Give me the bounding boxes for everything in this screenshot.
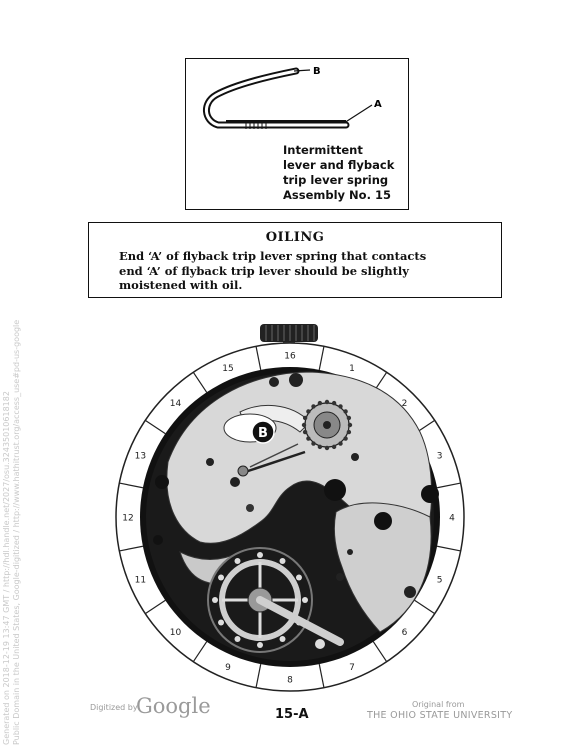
original-from: Original from (412, 700, 465, 709)
dial-number: 12 (122, 513, 134, 524)
digitized-by: Digitized by (90, 703, 138, 712)
oiling-title: OILING (265, 230, 325, 245)
gear-tooth (303, 416, 307, 420)
gear-tooth (318, 445, 322, 449)
balance-screw (280, 558, 286, 564)
gear-tooth (306, 436, 310, 440)
page-number: 15-A (275, 707, 309, 722)
gear-tooth (338, 404, 342, 408)
callout-b-label: B (258, 426, 268, 441)
side-note-line: Generated on 2018-12-19 13:47 GMT / http://hdl.handle.net/2027/osu.32435010618182 (2, 391, 11, 745)
balance-screw (218, 575, 224, 581)
gear-tooth (325, 400, 329, 404)
dial-number: 4 (449, 513, 455, 524)
side-note (2, 320, 22, 745)
dial-number: 15 (222, 363, 234, 374)
dial-number: 6 (401, 628, 408, 639)
spring-figure-box (185, 58, 409, 210)
dial-number: 7 (349, 663, 355, 674)
balance-screw (280, 636, 286, 642)
oiling-line: moistened with oil. (119, 278, 243, 292)
balance-screw (212, 597, 218, 603)
dial-number: 8 (287, 675, 293, 686)
crown-icon (260, 324, 318, 342)
gear-tooth (347, 416, 351, 420)
dial-number: 13 (134, 451, 147, 462)
dial-number: 10 (169, 628, 182, 639)
dial-number: 11 (134, 575, 147, 586)
balance-screw (302, 597, 308, 603)
dial-number: 5 (436, 575, 443, 586)
label-b: B (313, 66, 321, 77)
gear-tooth (303, 430, 307, 434)
balance-screw (257, 552, 263, 558)
oiling-instructions (119, 249, 489, 293)
gear-tooth (332, 401, 336, 405)
gear-tooth (347, 430, 351, 434)
gear-tooth (311, 404, 315, 408)
caption-line: Assembly No. 15 (283, 188, 391, 202)
dial-number: 14 (169, 398, 182, 409)
gear-tooth (343, 436, 347, 440)
side-note-line: Public Domain in the United States, Google-digitized / http://www.hathitrust.org/access_use#pd-us-google (12, 319, 21, 745)
balance-screw (257, 642, 263, 648)
caption-line: trip lever spring (283, 173, 389, 187)
balance-screw (235, 558, 241, 564)
balance-screw (235, 636, 241, 642)
dial-number: 3 (436, 451, 443, 462)
gear-tooth (332, 445, 336, 449)
gear-tooth (302, 423, 306, 427)
gear-tooth (318, 401, 322, 405)
gear-tooth (306, 409, 310, 413)
caption-line: lever and flyback (283, 158, 395, 172)
label-a: A (374, 99, 382, 110)
gear-tooth (311, 441, 315, 445)
gear-tooth (338, 441, 342, 445)
caption-line: Intermittent (283, 143, 363, 157)
spring-caption (283, 143, 408, 203)
oiling-line: end ‘A’ of flyback trip lever should be slightly (119, 263, 409, 278)
dial-number: 16 (284, 351, 296, 362)
dial-number: 9 (225, 663, 231, 674)
gear-tooth (343, 409, 347, 413)
institution-name: THE OHIO STATE UNIVERSITY (367, 710, 513, 721)
google-logo: Google (136, 694, 211, 718)
gear-tooth (325, 446, 329, 450)
dial-number: 2 (401, 398, 408, 409)
watch-movement-diagram (100, 312, 480, 698)
oiling-line: End ‘A’ of flyback trip lever spring that contacts (119, 249, 427, 263)
oiling-box (88, 222, 502, 298)
gear-tooth (348, 423, 352, 427)
balance-screw (296, 575, 302, 581)
dial-number: 1 (349, 363, 355, 374)
balance-screw (218, 620, 224, 626)
